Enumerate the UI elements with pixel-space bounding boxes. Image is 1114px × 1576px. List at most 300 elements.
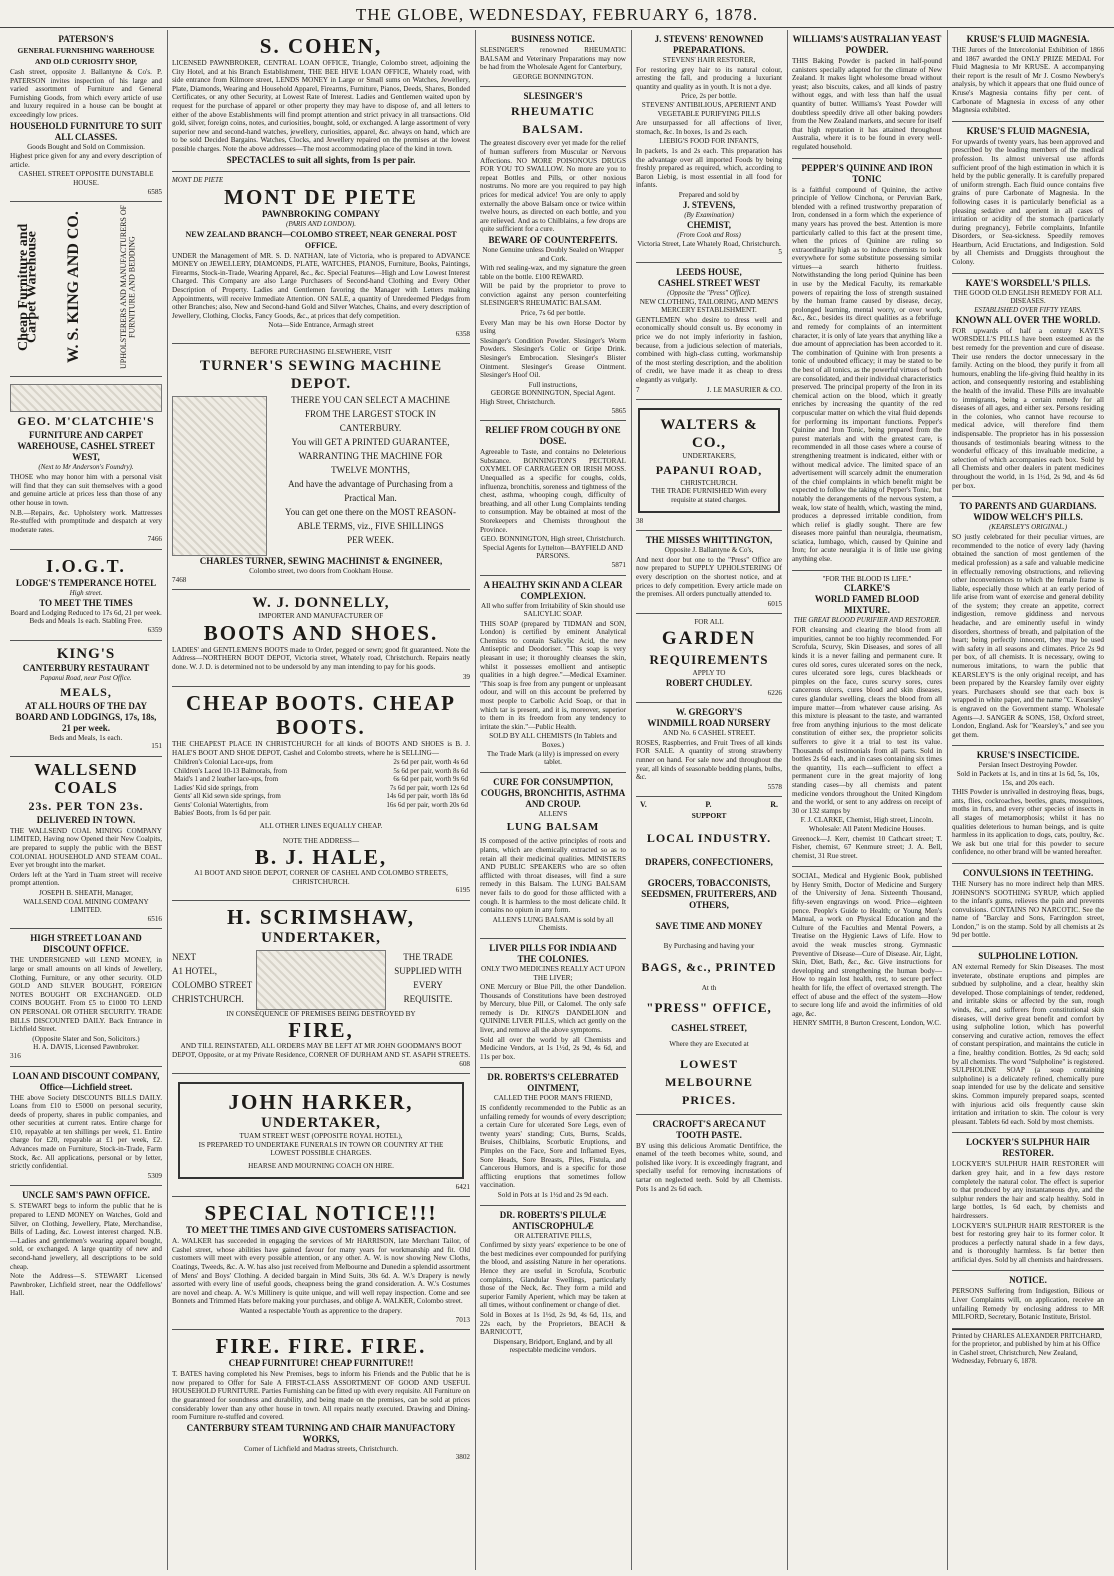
ad-line: (Opposite the "Press" Office).	[667, 288, 751, 297]
ad-stevens	[636, 30, 782, 263]
ad-number: 151	[151, 742, 162, 751]
ad-body: THE Jurors of the Intercolonial Exhibition of 1866 and 1867 awarded the ONLY PRIZE MEDAL For Fluid Magnesia to Mr KRUSE. A accompanying their report is the result of Mr J. Cosmo Newbery's analysis, by which it appears that one fluid ounce of Kruse's Magnesia contains fifty per cent. of Carbonate of Magnesia in excess of any other Magnesia exhibited.	[952, 46, 1104, 115]
ad-line: JOSEPH B. SHEATH, Manager,	[39, 889, 133, 897]
ad-body: T. BATES having completed his New Premises, begs to inform his Friends and the Public that he is now prepared to Offer for Sale A FIRST-CLASS ASSORTMENT OF GOOD AND USEFUL HOUSEHOLD FURNITURE. Parties Furnishing can be fitted up with every requisite. All Furniture on the guaranteed for soundness and durability, and being made on the premises, can be sold at prices considerably lower than any other house in town. All repairs neatly executed. Drawing and Dining-room Furniture re-stuffed and covered.	[172, 1370, 470, 1422]
ad-title: S. COHEN,	[259, 34, 383, 58]
ad-vertical-title: Cheap Furniture and Carpet Warehouse	[16, 223, 40, 351]
ad-line: HEARSE AND MOURNING COACH ON HIRE.	[248, 1162, 394, 1171]
ad-line: ESTABLISHED OVER FIFTY YEARS.	[974, 305, 1082, 314]
ad-number: 7468	[172, 575, 187, 584]
ad-subtitle: Persian Insect Destroying Powder.	[978, 761, 1078, 770]
ad-williams-yeast	[792, 30, 942, 159]
ad-title: BOOTS AND SHOES.	[203, 620, 439, 645]
ad-name: ALLEN'S	[538, 809, 568, 818]
ad-subtitle: STEVENS' ANTIBILIOUS, APERIENT AND VEGETABLE PURIFYING PILLS	[641, 100, 777, 118]
ad-name: GEORGE BONNINGTON.	[512, 72, 594, 81]
ad-number: 38	[636, 516, 644, 525]
ad-line: APPLY TO	[692, 668, 726, 677]
price-cell: Children's Laced 10-13 Balmorals, from	[174, 766, 288, 775]
ad-subtitle: IMPORTER AND MANUFACTURER OF	[258, 612, 384, 621]
ad-lines-left	[172, 950, 256, 1006]
ad-title: SULPHOLINE LOTION.	[978, 951, 1078, 962]
ad-heading: BAGS, &c., PRINTED	[641, 960, 777, 975]
ad-line: DELIVERED IN TOWN.	[36, 814, 136, 825]
ad-number: 6226	[767, 688, 782, 697]
ad-body: FOR cleansing and clearing the blood from all impurities, cannot be too highly recommended. For Scrofula, Scurvy, Skin Diseases, and sores of all kinds it is a never failing and permanent cure. It cures old sores, cures ulcerated sores on the neck, cures ulcerated sore legs, cures blackheads or pimples on the face, cures scurvy sores, cures cancerous ulcers, cures blood and skin diseases, cures glandular swelling, clears the blood from all impure matter—from whatever cause arising. As this mixture is pleasant to the taste, and warranted free from anything injurious to the most delicate constitution of either sex, the proprietor solicits sufferers to give it a trial to test its value. Thousands of testimonials from all parts. Sold in bottles 2s 6d each, and in cases containing six times the quantity, 11s each—sufficient to effect a permanent cure in the great majority of long standing cases—by all chemists and patent medicine vendors throughout the United Kingdom and the world, or sent to any address on receipt of 30 or 132 stamps by	[792, 626, 942, 815]
ad-subtitle: OR ALTERATIVE PILLS,	[514, 1231, 592, 1240]
ad-uncle-sams	[10, 1186, 162, 1304]
ad-subtitle: THE GOOD OLD ENGLISH REMEDY FOR ALL DISEASES.	[953, 288, 1103, 306]
ad-kruse-insecticide	[952, 746, 1104, 864]
ad-subtitle: CHEAP FURNITURE! CHEAP FURNITURE!!	[228, 1358, 414, 1369]
ad-line: THERE YOU CAN SELECT A MACHINE	[291, 395, 450, 406]
ad-body: For restoring grey hair to its natural colour, arresting the fall, and producing a luxuriant quantity and quality as in youth. It is not a dye.	[636, 65, 782, 91]
ad-number: 5	[778, 248, 782, 257]
ad-subtitle: (KEARSLEY'S ORIGINAL.)	[988, 523, 1068, 532]
ad-line: SPECTACLES to suit all sights, from 1s per pair.	[226, 154, 416, 165]
ad-line: NEXT	[172, 952, 196, 963]
ad-title: JOHN HARKER,	[228, 1090, 414, 1115]
ad-liver-pills	[480, 939, 626, 1069]
ad-line: You will GET A PRINTED GUARANTEE,	[291, 437, 450, 448]
column-6	[948, 30, 1108, 1570]
ad-line: FOR ALL	[694, 618, 724, 627]
ad-number: 7	[636, 385, 640, 394]
ad-number: 5578	[767, 782, 782, 791]
ad-line: NOTE THE ADDRESS—	[282, 836, 360, 845]
ad-body: THIS SOAP (prepared by TIDMAN and SON, London) is certified by eminent Analytical Chemists to contain Salicylic Acid, the new Antiseptic and Deodoriser. "This soap is very pleasant in use; it thoroughly cleanses the skin, whilst it possesses emollient and antiseptic qualities in a high degree."—Medical Examiner. "This soap is free from any pungent or unpleasant odour, and will on this account be preferred by most people to Carbolic Acid Soap, or that in which tar is present, and it is, moreover, superior to them in its freedom from any tendency to irritate the skin."—Public Health.	[480, 619, 626, 731]
ad-line: Beds and Meals, 1s each.	[49, 733, 123, 742]
ad-title: UNCLE SAM'S PAWN OFFICE.	[22, 1190, 150, 1201]
ad-subtitle: TO MEET THE TIMES AND GIVE CUSTOMERS SATISFACTION.	[186, 1225, 456, 1236]
ad-line: GROCERS, TOBACCONISTS, SEEDSMEN, FRUITERERS, AND OTHERS,	[641, 877, 777, 910]
price-cell: 2s 6d per pair, worth 4s 6d	[393, 758, 468, 767]
ad-line: WALLSEND COAL MINING COMPANY LIMITED.	[23, 897, 149, 915]
ad-roberts-ointment	[480, 1068, 626, 1205]
ad-line: Dispensary, Bridport, England, and by all respectable medicine vendors.	[493, 1337, 613, 1355]
ad-whittington	[636, 531, 782, 614]
ad-line: DRAPERS, CONFECTIONERS,	[645, 856, 773, 867]
ad-subtitle: CANTERBURY RESTAURANT	[22, 662, 150, 673]
ad-number: 3802	[455, 1453, 470, 1462]
ad-price: 23s. PER TON 23s.	[28, 798, 144, 813]
ad-garden	[636, 614, 782, 703]
price-cell: 16s 6d per pair, worth 20s 6d	[386, 800, 468, 809]
ad-body: THE above Society DISCOUNTS BILLS DAILY. Loans from £10 to £5000 on personal security, deeds of property, shares in public companies, and other securities at current rates. Entire charge for £10, repayable at ten shillings per week, £1. Entire charge for £20, repayable at £1 per week, £2. Advances made on Furniture, Stock-in-Trade, Farm Stock, &c. All applications, personal or by letter, strictly confidential.	[10, 1093, 162, 1171]
ad-title: I.O.G.T.	[46, 555, 126, 576]
ad-name: ROBERT CHUDLEY.	[665, 677, 753, 688]
ad-line: Sold in Packets at 1s, and in tins at 1s 6d, 5s, 10s, 15s, and 20s each.	[956, 769, 1100, 787]
ad-title: CRACROFT'S ARECA NUT TOOTH PASTE.	[652, 1118, 766, 1140]
ad-name: J. LE MASURIER & CO.	[706, 385, 782, 394]
ad-line: Greenock—J. Kerr, chemist 10 Cathcart street; T. Fisher, chemist, 67 Kenmure street; J. A. Bell, chemist, 31 Rue street.	[792, 834, 942, 860]
ad-line: SUPPORT	[691, 810, 727, 820]
ad-press-office	[636, 797, 782, 1114]
ad-body: IS confidently recommended to the Public as an unfailing remedy for wounds of every description; a certain Cure for ulcerated Sore Legs, even of twenty years' standing; Cuts, Burns, Scalds, Bruises, Chilblains, Scorbutic Eruptions, and Pimples on the Face, Sore and Inflamed Eyes, Sore Heads, Sore Breasts, Piles, Fistula, and Cancerous Humors, and is a specific for those afflicting eruptions that sometimes follow vaccination.	[480, 1104, 626, 1190]
ad-number: 7466	[147, 535, 162, 544]
ad-king	[10, 202, 162, 377]
ad-title: HIGH STREET LOAN AND DISCOUNT OFFICE.	[30, 933, 142, 955]
ad-title: KRUSE'S FLUID MAGNESIA,	[966, 125, 1090, 136]
ad-line: AND No. 6 CASHEL STREET.	[662, 729, 756, 738]
ad-mont-de-piete	[172, 172, 470, 345]
ad-subtitle: REQUIREMENTS	[649, 651, 769, 667]
ad-body: THE UNDERSIGNED will LEND MONEY, in large or small amounts on all kinds of Jewellery, Clothing, Furniture, or any other security. OLD GOLD AND SILVER BOUGHT, FOREIGN NOTES BOUGHT OR EXCHANGED. OLD COINS BOUGHT. From £5 to £1000 TO LEND ON PERSONAL OR OTHER SECURITY. TRADE BILLS DISCOUNTED DAILY. Back Entrance in Lichfield Street.	[10, 956, 162, 1034]
ad-line: TO MEET THE TIMES	[39, 597, 133, 608]
ad-line: Sold in Boxes at 1s 1½d, 2s 9d, 4s 6d, 11s, and 22s each, by the Proprietors, BEACH & BARNICOTT,	[480, 1310, 626, 1337]
ad-number: 316	[10, 1051, 21, 1060]
ad-subtitle: STEVENS' HAIR RESTORER,	[662, 56, 756, 64]
ad-title: LOAN AND DISCOUNT COMPANY, Office—Lichfield street.	[12, 1070, 160, 1092]
ad-title: KRUSE'S FLUID MAGNESIA.	[966, 34, 1090, 44]
ad-subtitle: FURNITURE AND CARPET WAREHOUSE, CASHEL STREET WEST,	[17, 430, 155, 463]
ad-turner	[172, 344, 470, 590]
ad-title: CURE FOR CONSUMPTION, COUGHS, BRONCHITIS, ASTHMA AND CROUP.	[480, 776, 626, 809]
ad-body: FOR upwards of half a century KAYE'S WORSDELL'S PILLS have been esteemed as the best remedy for the prevention and cure of disease. Their use renders the doctor unnecessary in the family. Acting on the blood, they purify it from all humours, enabling the life-giving fluid healthy in its action, and consequently restoring and establishing the health of the invalid. These Pills are invaluable to immigrants, being a certain remedy for all diseases of all ages, and either sex. Persons residing in the colonies, who cannot have recourse to medical advice, will therefore find them indispensable. The proprietor has in his possession thousands of testimonials bearing witness to the wonderful efficacy of this invaluable medicine, a selection of which accompanies each box. Sold by all Chemists and other dealers in patent medicines throughout the world, in 1s 1½d, 2s 9d, and 4s 6d per box.	[952, 326, 1104, 490]
ad-line: Goods Bought and Sold on Commission.	[27, 142, 145, 151]
ad-iogt	[10, 550, 162, 641]
ad-subtitle: RHEUMATIC BALSAM.	[510, 104, 596, 137]
ad-lockyer	[952, 1133, 1104, 1271]
ad-title: WILLIAMS'S AUSTRALIAN YEAST POWDER.	[792, 34, 942, 55]
ad-notice	[952, 1271, 1104, 1328]
ad-clarkes-blood-mixture	[792, 571, 942, 868]
ad-line: Wholesale: All Patent Medicine Houses.	[808, 824, 926, 833]
ad-loan-discount	[10, 1067, 162, 1187]
ad-intro: TO PARENTS AND GUARDIANS.	[959, 501, 1097, 512]
ad-number: 5309	[147, 1171, 162, 1180]
ad-letter: R.	[770, 800, 778, 810]
ad-line: CHRISTCHURCH.	[680, 478, 738, 487]
ad-vertical-name: W. S. KING AND CO.	[65, 211, 82, 364]
ad-line: Corner of Lichfield and Madras streets, Christchurch.	[243, 1444, 399, 1453]
ad-title: DR. ROBERTS'S PILULÆ ANTISCROPHULÆ	[499, 1209, 607, 1231]
ad-scrimshaw	[172, 901, 470, 1074]
ad-line: GEO. BONNINGTON, High street, Christchurch.	[481, 535, 625, 544]
ad-line: IN CONSEQUENCE OF PREMISES BEING DESTROYED BY	[226, 1009, 416, 1018]
ad-body: LOCKYER'S SULPHUR HAIR RESTORER will darken grey hair, and in a few days restore completely the natural color. The effect is superior to that produced by any instantaneous dye, and the sulphur renders the hair and scalp healthy. Sold in large bottles, 1s 6d each, by chemists and hairdressers.	[952, 1160, 1104, 1220]
ad-body: IS PREPARED TO UNDERTAKE FUNERALS IN TOWN OR COUNTRY AT THE LOWEST POSSIBLE CHARGES.	[198, 1140, 444, 1158]
ad-title: A HEALTHY SKIN AND A CLEAR COMPLEXION.	[483, 579, 623, 601]
ad-subtitle: CASHEL STREET WEST	[657, 277, 761, 288]
ad-cohen	[172, 30, 470, 172]
ad-title: SLESINGER'S	[523, 91, 583, 102]
ad-leeds-house	[636, 263, 782, 401]
ad-line: Every Man may be his own Horse Doctor by using	[480, 318, 626, 336]
ad-number: 5871	[611, 560, 626, 569]
ad-title: GEO. M'CLATCHIE'S	[17, 414, 155, 429]
ad-line: TUAM STREET WEST (OPPOSITE ROYAL HOTEL),	[239, 1132, 403, 1141]
ad-body: Are unsurpassed for all affections of liver, stomach, &c. In boxes, 1s and 2s each.	[636, 119, 782, 136]
ad-line: Colombo street, two doors from Cookham House.	[249, 567, 393, 576]
price-cell: Maid's 1 and 2 leather lace-ups, from	[174, 775, 279, 784]
ad-line: AT ALL HOURS OF THE DAY	[24, 700, 148, 711]
ad-line: SOLD BY ALL CHEMISTS (In Tablets and Boxes.)	[489, 732, 617, 749]
ad-letter: P.	[705, 800, 712, 810]
ad-line: Board and Lodging Reduced to 17s 6d, 21 per week.	[10, 608, 162, 617]
ad-body: THE CHEAPEST PLACE IN CHRISTCHURCH for all kinds of BOOTS AND SHOES is B. J. HALE'S BOOT AND SHOE DEPOT, Cashel and Colombo streets, where he is SELLING—	[172, 740, 470, 757]
ad-title: TURNER'S SEWING MACHINE DEPOT.	[199, 358, 443, 393]
ad-body: is a faithful compound of Quinine, the active principle of Yellow Cinchona, or Peruvian Bark, blended with a refined trustworthy preparation of Iron, condensed in a form which the experience of many years has proved the best. Attention is more particularly called to this fact at the present time, when the prices of Quinine are ruling so extraordinarily high as to induce chemists to look everywhere for some substitute possessing similar virtues—a search hitherto fruitless. Notwithstanding the long period Quinine has been in use by the Medical Faculty, its remarkable powers of repairing the loss of strength sustained by the human frame caused by disease, decay, prolonged learning, mental worry, or over work, &c., &c., besides its direct qualities as a febrifuge and remedy for complaints of an intermittent character, it is only of late years that anything like a due amount of appreciation has been accorded to it. The combination of Quinine with Iron presents a tonic of undoubted efficacy; it may be stated to be the best of all tonics, as the powerful virtues of both are consolidated, and their individual characteristics preserved. The principal property of the Iron in its chemical action on the blood, which it greatly enriches by increasing the quantity of the red corpuscular matter on which the vital fluid depends for performing its important functions. Pepper's Quinine and Iron Tonic, being prepared from the purest materials and with the greatest care, is recommended in all those cases where a course of strengthening treatment is indicated, either with or without medical advice. The limited space of an advertisement will scarcely admit the enumeration of the chief complaints in which benefit might be expected to follow the taking of Pepper's Tonic, but notably the derangements of the nervous system, a weak, low state of health, which, wasting the mind, produces a depressed irritable condition, from which relief is gladly sought. There are few diseases more painful than neuralgia, rheumatism, sciatica, lumbago, which, caused by Quinine and Iron; for acute neuralgia it is of little use giving anything else.	[792, 185, 942, 564]
ad-line: (PARIS AND LONDON).	[286, 219, 356, 228]
ad-name: J. STEVENS,	[682, 199, 736, 210]
ad-heading: PRICES.	[681, 1092, 736, 1107]
ad-line: At th	[701, 984, 717, 993]
ad-title: CHEAP BOOTS. CHEAP BOOTS.	[186, 691, 456, 740]
ad-title: KRUSE'S INSECTICIDE.	[976, 750, 1080, 761]
ad-title: GARDEN	[661, 627, 757, 649]
ad-slesinger	[480, 87, 626, 421]
ad-cheap-boots	[172, 687, 470, 901]
ad-line: ALL OTHER LINES EQUALLY CHEAP.	[259, 821, 383, 830]
ad-body: PERSONS Suffering from Indigestion, Bilious or Liver Complaints will, on application, receive an unfailing Remedy by enclosing address to MR MILFORD, Secretary, Botanic Institute, Bristol.	[952, 1287, 1104, 1322]
ad-line: PAPANUI ROAD,	[655, 462, 763, 477]
ad-line: A1 HOTEL,	[172, 966, 217, 977]
ad-line: ABLE TERMS, viz., FIVE SHILLINGS	[297, 521, 444, 532]
sewing-machine-illustration	[172, 396, 267, 556]
ad-line: CASHEL STREET,	[671, 1023, 747, 1034]
ad-donnelly	[172, 590, 470, 687]
ad-body: Note the Address—S. STEWART Licensed Pawnbroker, Lichfield street, near the Oddfellows' Hall.	[10, 1272, 162, 1298]
ad-line: CHEMIST,	[686, 219, 732, 230]
ad-title: CONVULSIONS IN TEETHING.	[962, 867, 1094, 878]
ad-line: With red sealing-wax, and my signature the green table on the bottle. £100 REWARD.	[480, 264, 626, 281]
ad-line: Highest price given for any and every description of article.	[10, 152, 162, 169]
ad-line: None Genuine unless Doubly Sealed on Wrapper and Cork.	[482, 245, 624, 263]
ad-kayes-pills	[952, 274, 1104, 497]
ad-body: IS composed of the active principles of roots and plants, which are chemically extracted so as to retain all their medicinal qualities. MINISTERS AND PUBLIC SPEAKERS who are so often afflicted with throat diseases, will find a sure remedy in this Balsam. The LUNG BALSAM never fails to do good for those afflicted with a cough. It is harmless to the most delicate child. It contains no opium in any form.	[480, 837, 626, 915]
ad-body: A. WALKER has succeeded in engaging the services of Mr HARRISON, late Merchant Tailor, of Cashel street, whose abilities have gained favour for many years for workmanship and fit. Old customers will meet with every possible attention, or any other. A. W. is now showing New Cloths, Coatings, Tweeds, &c. A. W. has also just received from Melbourne and Dunedin a splendid assortment of Mens' and Boys' Clothing. A decided bargain in Mind Suits, 30s 6d. A. W.'s Drapery is newly assorted with every line of useful goods, cheapness being the grand consideration. A. W.'s Costumes are novel and cheap. A. W.'s Millinery is quite unique, and will well repay inspection. Come and see Bonnets and Trimmed Hats before making your purchases, and oblige A. WALKER, Colombo street.	[172, 1237, 470, 1306]
ad-title: WIDOW WELCH'S PILLS.	[973, 512, 1083, 523]
ad-body: Orders left at the Yard in Tuam street will receive prompt attention.	[10, 870, 162, 888]
ad-title: NOTICE.	[1009, 1275, 1047, 1286]
price-row	[172, 784, 470, 793]
ad-title: THE MISSES WHITTINGTON,	[645, 535, 773, 546]
ad-gregory	[636, 703, 782, 797]
ad-number: 6421	[455, 1182, 470, 1191]
ad-title: BUSINESS NOTICE.	[511, 34, 595, 44]
ad-body: BY using this delicious Aromatic Dentifrice, the enamel of the teeth becomes white, sound, and polished like ivory. It is exceedingly fragrant, and specially useful for removing incrustations of tartar on neglected teeth. Sold by all Chemists. Pots 1s and 2s 6d each.	[636, 1141, 782, 1193]
ad-title: WALTERS & CO.,	[660, 417, 758, 452]
price-row	[172, 775, 470, 784]
ad-tagline: THE GREAT BLOOD PURIFIER AND RESTORER.	[793, 616, 941, 625]
ad-body: Cash street, opposite J. Ballantyne & Co's. P. PATERSON invites inspection of his large and varied assortment of Furniture and General Furnishing Goods, from which every article of use and luxury required in a house can be bought at exceedingly low prices.	[10, 68, 162, 119]
ad-line: GEORGE BONNINGTON, Special Agent.	[490, 389, 616, 398]
ad-fire	[172, 1330, 470, 1467]
ad-vertical-text: UPHOLSTERERS AND MANUFACTURERS OF FURNITURE AND BEDDING	[119, 205, 137, 370]
ad-title: WORLD FAMED BLOOD MIXTURE.	[814, 594, 920, 616]
ad-title: H. SCRIMSHAW,	[226, 904, 415, 929]
ad-subtitle: UNDERTAKERS,	[682, 452, 736, 461]
ad-subtitle: GENERAL FURNISHING WAREHOUSE AND OLD CURIOSITY SHOP,	[17, 46, 155, 66]
price-cell: Gents' all Kid sewn side springs, from	[174, 792, 281, 801]
ad-widow-welch	[952, 497, 1104, 746]
ad-title: LIVER PILLS FOR INDIA AND THE COLONIES.	[489, 942, 617, 964]
ad-line: THE TRADE FURNISHED With every requisite at stated charges.	[651, 487, 767, 504]
ad-line: Sold in Pots at 1s 1½d and 2s 9d each.	[497, 1190, 609, 1199]
price-cell: Gents' Colonial Watertights, from	[174, 800, 269, 809]
ad-body: The greatest discovery ever yet made for the relief of human sufferers from Muscular or Nervous Affections. NO MORE POISONOUS DRUGS FOR YOU TO SWALLOW. No more are you to repeat Bottles and Pills, or other noxious nostrums. No more are you required to pay high prices for medical advice! You are only to apply externally the above Balsam once or twice within twelve hours, as directed on each bottle, and you are relieved. And as to Chilblains, a few drops are quite sufficient for a cure.	[480, 139, 626, 234]
ad-title: FIRE. FIRE. FIRE.	[215, 1334, 427, 1359]
price-row	[172, 809, 470, 818]
ad-line: NEW CLOTHING, TAILORING, AND MEN'S MERCERY ESTABLISHMENT.	[639, 297, 779, 315]
ad-body: UNDER the Management of MR. S. D. NATHAN, late of Victoria, who is prepared to ADVANCE MONEY on JEWELLERY, DIAMONDS, PLATE, WATCHES, PIANOS, Furniture, Books, Paintings, Firearms, Stock-in-Trade, Wearing Apparel, &c., &c. Special Features—High and Low Lowest Interest Charged. This Company are also Large Purchasers of Second-hand Clothing and Every Other Description of Property. Ladies and Gentlemen favoring the Manager with Letters making Appointments, will receive Immediate Attention. ON SALE, a quantity of Unredeemed Pledges from other Branches; also, New and Second-hand Gold and Silver Watches, Chains, and every description of Jewellery, Clothing, Clocks, Fancy Goods, &c., at prices that defy competition.	[172, 251, 470, 320]
masthead: THE GLOBE, WEDNESDAY, FEBRUARY 6, 1878.	[0, 0, 1114, 28]
ad-heading: LOCAL INDUSTRY.	[646, 830, 772, 845]
ad-body: LOCKYER'S SULPHUR HAIR RESTORER is the best for restoring grey hair to its former color. It produces a perfectly natural shade in a few days, and is thoroughly harmless. Is far better then artificial dyes. Sold by all chemists and hairdressers.	[952, 1221, 1104, 1264]
ad-line: COLOMBO STREET	[172, 980, 253, 991]
ad-number: 608	[459, 1059, 470, 1068]
price-row	[172, 792, 470, 801]
ad-mclatchie	[10, 377, 162, 550]
ad-intro: BEFORE PURCHASING ELSEWHERE, VISIT	[250, 348, 392, 357]
price-cell: 6s 6d per pair, worth 9s 6d	[393, 775, 468, 784]
price-cell	[344, 809, 470, 818]
ad-title: KAYE'S WORSDELL'S PILLS.	[965, 277, 1091, 288]
ad-name: B. J. HALE,	[254, 845, 388, 870]
ad-cough	[480, 421, 626, 575]
ad-line: Prepared and sold by	[678, 190, 740, 199]
ad-subtitle: LODGE'S TEMPERANCE HOTEL	[15, 577, 157, 588]
ad-kings-restaurant	[10, 641, 162, 757]
ad-line: FROM THE LARGEST STOCK IN	[304, 409, 437, 420]
ad-body: AND TILL REINSTATED, ALL ORDERS MAY BE LEFT AT MR JOHN GOODMAN'S BOOT DEPOT, Opposite, or at my Private Residence, CORNER OF DURHAM AND ST. ASAPH STREETS.	[172, 1042, 470, 1060]
ad-signature: CHARLES TURNER, SEWING MACHINIST & ENGINEER,	[199, 556, 443, 567]
ad-line: By Purchasing and having your	[663, 941, 755, 950]
ad-body: In packets, 1s and 2s each. This preparation has the advantage over all imported Foods by being freshly prepared as required, which, according to Baron Liebig, is most essential in all food for infants.	[636, 146, 782, 190]
column-3	[476, 30, 630, 1570]
ad-body: SOCIAL, Medical and Hygienic Book, published by Henry Smith, Doctor of Medicine and Surgery of the University of Jena. Sixteenth Thousand, fifty-seven engravings on wood. Price—eighteen pence. People's Guide to Health; or Young Men's Manual, a work on Physical Education and the Culture of the Faculties and Mental Powers, a Treatise on the Hygienic Laws of Life. How to avoid the weak muscles strong. Gymnastic Preventive of Disease—Cure of Disease. Air, Light, Skin, Diet, Bath, &c., &c. Give instructions for developing and strengthening the human body—How to regain lost health, rest, to secure perfect health for life, the effect of overtaxed strength. The effect of abuse and the effect of the system—How to secure long life and avoid the infirmities of old age, &c.	[792, 872, 942, 1018]
ad-special-notice	[172, 1197, 470, 1330]
ad-line: Nota—Side Entrance, Armagh street	[268, 321, 374, 330]
ad-body: LADIES' and GENTLEMEN'S BOOTS made to Order, pegged or sewn; good fit guaranteed. Note the Address—NORTHERN BOOT DEPOT, Victoria street, Whately road, Christchurch. Repairs neatly done. W. J. D. is determined not to be undersold by any man intending to pay for his goods.	[172, 645, 470, 672]
ad-heading: FIRE,	[288, 1018, 354, 1043]
price-table	[172, 758, 470, 818]
ad-line: (By Examination)	[684, 210, 734, 219]
ad-number: 6015	[767, 599, 782, 608]
ad-walters	[636, 400, 782, 531]
price-cell: Ladies' Kid side springs, from	[174, 783, 259, 792]
ad-line: BOARD AND LODGINGS, 17s, 18s, 21 per week.	[15, 711, 157, 733]
ad-line: The Trade Mark (a lily) is impressed on every tablet.	[486, 749, 620, 767]
ad-body: Confirmed by sixty years' experience to be one of the best medicines ever compounded for purifying the blood, and assisting Nature in her operations. Hence they are useful in Scrofula, Scorbutic complaints, Glandular Swellings, particularly those of the Neck, &c. They form a mild and superior Family Aperient, which may be taken at all times, without confinement or change of diet.	[480, 1241, 626, 1310]
ad-subtitle: UNDERTAKER,	[261, 929, 381, 946]
ad-sulpholine	[952, 947, 1104, 1133]
ad-subtitle: PAWNBROKING COMPANY	[262, 208, 380, 219]
ad-title: KING'S	[56, 645, 116, 662]
ad-heading: LOWEST MELBOURNE	[665, 1056, 753, 1089]
ad-title: WALLSEND COALS	[34, 759, 138, 797]
column-2	[168, 30, 474, 1570]
ad-line: SAVE TIME AND MONEY	[655, 920, 763, 931]
price-row	[172, 767, 470, 776]
ad-line: Special Agents for Lyttelton—BAYFIELD AND PARSONS.	[483, 543, 623, 561]
ad-line: CANTERBURY.	[339, 423, 402, 434]
ad-line: CASHEL STREET OPPOSITE DUNSTABLE HOUSE.	[18, 170, 154, 187]
ad-letter: V.	[640, 800, 647, 810]
ad-body: THIS Powder is unrivalled in destroying fleas, bugs, ants, flies, cockroaches, beetles, gnats, mosquitoes, moths in furs, and every other species of insects in all stages of metamorphosis; whilst it has no qualities deleterious to human beings, and is quite harmless in its application to dogs, cats, poultry, &c. We ask but one trial for this powder to secure confidence, no other brand will be wanted hereafter.	[952, 788, 1104, 857]
ad-body: ROSES, Raspberries, and Fruit Trees of all kinds FOR SALE. A quantity of strong strawberry runner on hand. For sale now and throughout the year, all kinds of seasonable bedding plants, bulbs, &c.	[636, 738, 782, 782]
ad-title: MONT DE PIETE	[224, 184, 418, 209]
ad-subtitle: All who suffer from Irritability of Skin should use SALICYLIC SOAP.	[481, 601, 625, 619]
ad-line: High Street, Christchurch.	[480, 398, 556, 406]
ad-heading: MEALS,	[60, 684, 112, 699]
ad-wallsend	[10, 757, 162, 930]
ad-body: THOSE who may honor him with a personal visit will find that they can suit themselves with a good and genuine article at prices less than those of any other house in town.	[10, 473, 162, 507]
ad-line: CANTERBURY STEAM TURNING AND CHAIR MANUFACTORY WORKS,	[186, 1422, 456, 1444]
ad-number: 6585	[147, 187, 162, 196]
column-4	[632, 30, 786, 1570]
ad-body: THE WALLSEND COAL MINING COMPANY LIMITED, Having now Opened their New Coalpits, are prepared to supply the public with the BEST COLONIAL HOUSEHOLD AND STEAM COAL. Ever yet brought into the market.	[10, 826, 162, 870]
ad-cracroft	[636, 1115, 782, 1200]
ad-body: AN external Remedy for Skin Diseases. The most inveterate, obstinate eruptions and pimples are subdued by sulpholine, and a clear, healthy skin developed. Those complainings of tender, reddened, and irritable skins or affected by the sun, rough winds, &c., and sufferers from constitutional skin diseases, will derive great benefit and comfort by using sulpholine lotion, which has powerful conserving and curative action, removes the effect of constant perspiration, and maintains the cuticle in a fine, healthy condition. Bottles, 2s 9d each; sold by all chemists. The word "Sulpholine" is registered. SULPHOLINE SOAP (a soap containing sulpholine) is a delicately refined, chemically pure soap intended for use by the delicate and sensitive skins. Common impurely prepared soaps, scented with injurious acid oils frequently cause skin irritation and irritation to skin. The colour is very pleasant. Tablets 6d each. Sold by most chemists.	[952, 963, 1104, 1126]
ad-intro: "FOR THE BLOOD IS LIFE."	[822, 574, 912, 583]
ad-line: Beds and Meals 1s each. Stabling Free.	[29, 617, 143, 626]
furniture-illustration	[10, 384, 162, 412]
ad-subtitle: UNDERTAKER,	[261, 1115, 381, 1132]
ad-line: (Opposite Slater and Son, Solicitors.)	[32, 1034, 140, 1043]
ad-line: CHRISTCHURCH.	[172, 994, 244, 1005]
ad-line: KNOWN ALL OVER THE WORLD.	[955, 314, 1101, 325]
ad-number: 6195	[455, 886, 470, 895]
ad-line: A1 BOOT AND SHOE DEPOT, CORNER OF CASHEL AND COLOMBO STREETS, CHRISTCHURCH.	[194, 869, 448, 886]
ad-roberts-pills	[480, 1206, 626, 1360]
ad-kruse-magnesia-2	[952, 122, 1104, 274]
imprint: Printed by CHARLES ALEXANDER PRITCHARD, for the proprietor, and published by him at his Office in Cashel street, Christchurch, New Zealand, Wednesday, February 6, 1878.	[952, 1329, 1104, 1366]
ad-body: And next door but one to the "Press" Office are now prepared to SUPPLY UPHOLSTERING Of every description on the shortest notice, and at prices to defy competition. Every article made on the premises. All orders punctually attended to.	[636, 555, 782, 599]
ad-subtitle: ONLY TWO MEDICINES REALLY ACT UPON THE LIVER;	[480, 964, 626, 982]
ad-body: For upwards of twenty years, has been approved and prescribed by the leading members of the medical profession. Its almost universal use affords sufficient proof of the high estimation in which it is held by the public generally. It is carefully prepared of uniform strength. Each fluid ounce contains five grains of pure Carbonate of Magnesia. In the following cases it is particularly beneficial as a pleasing sedative and aperient in all cases of irritation or acidity of the stomach (particularly during pregnancy), Febrile complaints, Infantile Disorders, or Sea-sickness. Speedily removes Heartburn, Acid Eructations, and Indigestion. Sold by all Chemists and Druggists throughout the Colony.	[952, 137, 1104, 267]
ad-line: EVERY	[413, 980, 443, 991]
ad-line: Slesinger's Condition Powder. Slesinger's Worm Powders. Slesinger's Colic or Gripe Drink. Slesinger's Embrocation. Slesinger's Blister Ointment. Slesinger's Grease Ointment. Slesinger's Hoof Oil.	[480, 336, 626, 380]
ad-subtitle: WINDMILL ROAD NURSERY	[647, 718, 771, 729]
ad-line: High street.	[69, 588, 103, 597]
ad-signature: HENRY SMITH, 8 Burton Crescent, London, W.C.	[792, 1019, 942, 1028]
ad-line: Practical Man.	[344, 493, 397, 504]
ad-title: DR. ROBERTS'S CELEBRATED OINTMENT,	[487, 1072, 619, 1094]
ad-lines-right	[386, 950, 470, 1006]
ad-number: 39	[462, 672, 470, 681]
price-row	[172, 758, 470, 767]
ad-body: GENTLEMEN who desire to dress well and economically should consult us. By economy in price we do not imply inferiority in fashion, because, from a judicious selection of materials, combined with high-class cutting, workmanship of the most sterling description, and the abolition of credit, we have made it as cheap to dress elegantly as vulgarly.	[636, 315, 782, 385]
ad-salicylic-soap	[480, 576, 626, 773]
ad-line: WARRANTING THE MACHINE FOR	[298, 451, 443, 462]
ad-line: Price, 2s per bottle.	[681, 92, 737, 101]
ad-body: THE Nursery has no more indirect help than MRS. JOHNSON'S SOOTHING SYRUP, which applied to the infant's gums, relieves the pain and prevents convulsions. CONTAINS NO NARCOTIC. See the name of "Barclay and Sons, Farringdon street, London," is on the stamp. Sold by all chemists at 2s 9d per bottle.	[952, 879, 1104, 940]
price-cell: Children's Colonial Lace-ups, from	[174, 758, 273, 767]
ad-convulsions	[952, 864, 1104, 947]
ad-line: You can get one there on the MOST REASON-	[285, 507, 456, 518]
ad-signature: F. J. CLARKE, Chemist, High street, Lincoln.	[800, 816, 934, 825]
ad-line: BEWARE OF COUNTERFEITS.	[488, 234, 618, 245]
ad-line: (From Cook and Ross)	[677, 230, 741, 239]
ad-peppers-tonic	[792, 159, 942, 571]
ad-line: REQUISITE.	[403, 994, 453, 1005]
price-cell: 5s 6d per pair, worth 8s 6d	[393, 766, 468, 775]
ad-title: LEEDS HOUSE,	[676, 266, 742, 277]
ad-line: Wanted a respectable Youth as apprentice to the drapery.	[239, 1306, 403, 1315]
ad-line: ALLEN'S LUNG BALSAM is sold by all Chemists.	[492, 915, 614, 933]
ad-line: NEW ZEALAND BRANCH—COLOMBO STREET, NEAR GENERAL POST OFFICE.	[185, 229, 457, 250]
ad-line: Victoria Street, Late Whately Road, Christchurch.	[637, 239, 781, 248]
ad-high-street-loan	[10, 929, 162, 1066]
ad-title: J. STEVENS' RENOWNED PREPARATIONS.	[654, 34, 764, 55]
ad-line: TWELVE MONTHS,	[331, 465, 410, 476]
ad-number: 5865	[611, 406, 626, 415]
ad-heading: "PRESS" OFFICE,	[646, 1000, 772, 1016]
ad-business-notice	[480, 30, 626, 87]
ad-line: (Next to Mr Anderson's Foundry).	[38, 463, 134, 472]
